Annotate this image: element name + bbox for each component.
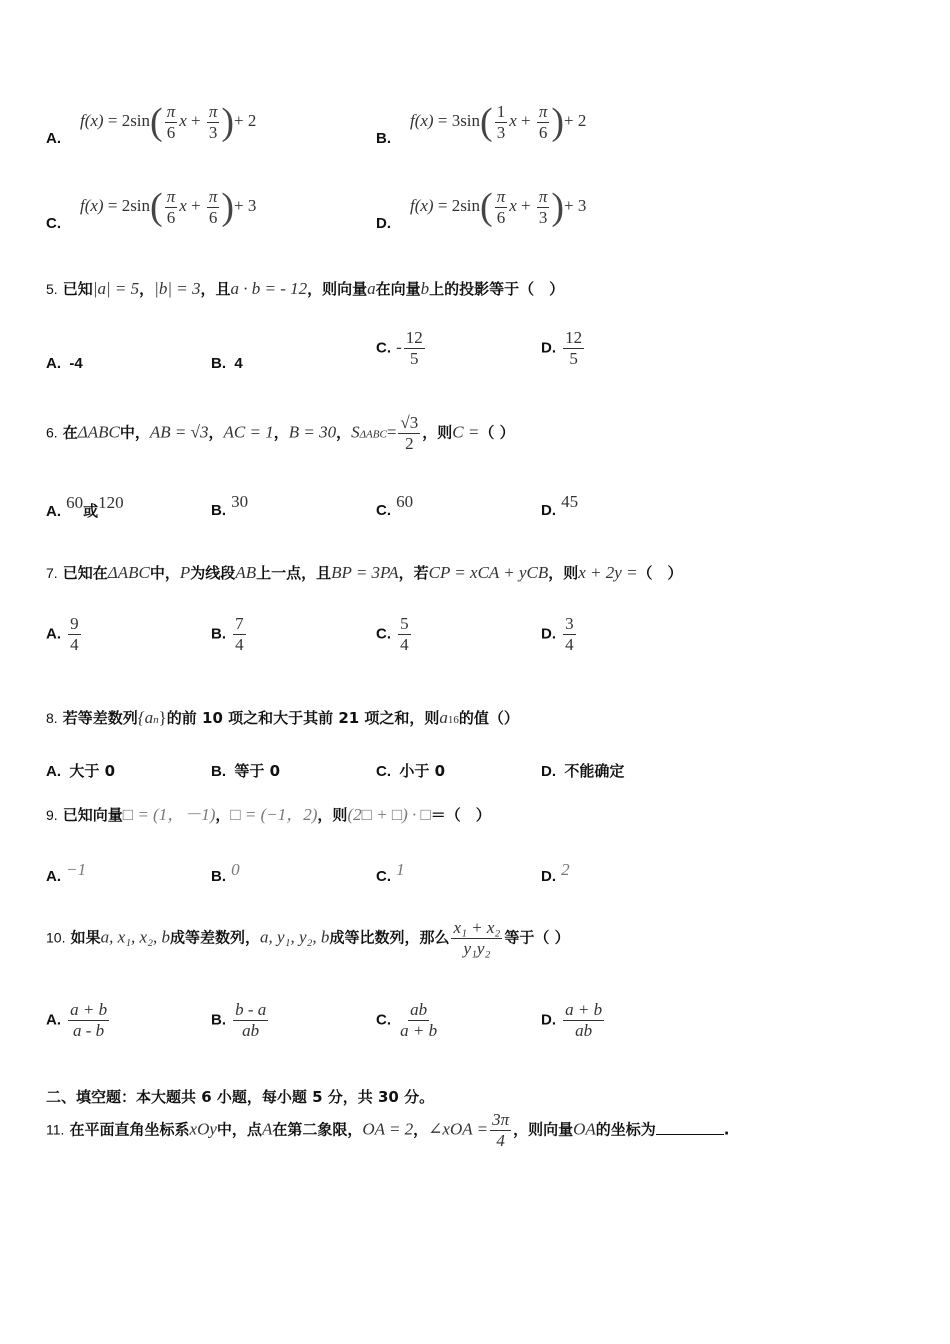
question-number: 9. (46, 807, 58, 823)
q4-option-a[interactable] (46, 98, 61, 147)
question-number: 7. (46, 565, 58, 581)
option-label: C. (46, 215, 61, 232)
q9-stem: 9. 已知向量□ = (1，－1)，□ = (−1，2)，则(2□ + □) · □＝（ ） (46, 805, 491, 824)
q5-stem: 5. 已知|a| = 5，|b| = 3，且a · b = - 12，则向量a在向量b上的投影等于（ ） (46, 279, 565, 298)
option-label: B. (376, 130, 391, 147)
q10-option-d[interactable]: D. $\frac{a + b}{ab}$ (541, 1000, 603, 1040)
q10-option-a[interactable]: A. $\frac{a + b}{a - b}$ (46, 1000, 108, 1040)
q7-option-a[interactable]: A. $\frac{9}{4}$ (46, 614, 79, 654)
question-number: 8. (46, 710, 58, 726)
q10-option-b[interactable]: B. $\frac{b - a}{ab}$ (211, 1000, 267, 1040)
q6-option-b[interactable]: B. 30 (211, 492, 249, 519)
q11-stem: 11. 在平面直角坐标系xOy中，点A在第二象限，OA = 2，∠xOA = $\frac{3\pi}{4}$ ，则向量OA的坐标为 . (46, 1110, 730, 1150)
q4-option-b-formula: f(x) = 3sin( $\frac{1}{3}$ x + $\frac{\pi}{6}$ )+ 2 (410, 101, 587, 143)
section-heading: 二、填空题：本大题共 6 小题，每小题 5 分，共 30 分。 (46, 1088, 435, 1106)
question-number: 5. (46, 281, 58, 297)
q9-option-a[interactable]: A. −1 (46, 860, 87, 885)
q9-option-d[interactable]: D. 2 (541, 860, 570, 885)
q6-option-d[interactable]: D. 45 (541, 492, 579, 519)
option-label: A. (46, 130, 61, 147)
q5-option-b[interactable]: B. 4 (211, 355, 243, 372)
q7-option-c[interactable]: C. $\frac{5}{4}$ (376, 614, 409, 654)
q10-stem: 10. 如果a, x₁, x₂, b成等差数列，a, y₁, y₂, b成等比数列，那么 $\frac{\text{x₁ + x₂}}{\text{y₁y₂}}$ 等于（ ） (46, 918, 570, 958)
q4-option-d[interactable] (376, 183, 391, 232)
q8-option-d[interactable]: D. 不能确定 (541, 762, 625, 780)
q9-option-c[interactable]: C. 1 (376, 860, 405, 885)
q10-option-c[interactable]: C. $\frac{ab}{a + b}$ (376, 1000, 438, 1040)
q7-stem: 7. 已知在ΔABC中，P为线段AB上一点，且BP = 3PA，若CP = xCA + yCB，则x + 2y =（ ） (46, 563, 683, 582)
q4-option-c-formula: f(x) = 2sin( $\frac{\pi}{6}$ x + $\frac{\pi}{6}$ )+ 3 (80, 186, 257, 228)
q4-option-a-formula: f(x) = 2sin( $\frac{\pi}{6}$ x + $\frac{\pi}{3}$ )+ 2 (80, 101, 257, 143)
q4-option-c[interactable] (46, 183, 61, 232)
q8-option-c[interactable]: C. 小于 0 (376, 762, 446, 780)
q5-option-d[interactable]: D. $\frac{12}{5}$ (541, 328, 583, 368)
q7-option-b[interactable]: B. $\frac{7}{4}$ (211, 614, 244, 654)
q4-option-b[interactable] (376, 98, 391, 147)
q6-option-a[interactable]: A. 60或120 (46, 493, 124, 520)
answer-blank[interactable] (656, 1120, 724, 1135)
question-number: 11. (46, 1121, 65, 1138)
q8-option-a[interactable]: A. 大于 0 (46, 762, 116, 780)
q5-option-a[interactable]: A. -4 (46, 355, 83, 372)
question-number: 6. (46, 424, 58, 441)
question-number: 10. (46, 929, 66, 946)
q6-stem: 6. 在ΔABC中，AB = √3，AC = 1，B = 30，SΔABC= $\frac{√3}{2}$ ，则C =（ ） (46, 413, 515, 453)
q9-option-b[interactable]: B. 0 (211, 860, 240, 885)
q7-option-d[interactable]: D. $\frac{3}{4}$ (541, 614, 574, 654)
option-label: D. (376, 215, 391, 232)
q5-option-c[interactable]: C. - $\frac{12}{5}$ (376, 328, 423, 368)
q6-option-c[interactable]: C. 60 (376, 492, 414, 519)
q8-option-b[interactable]: B. 等于 0 (211, 762, 281, 780)
q4-option-d-formula: f(x) = 2sin( $\frac{\pi}{6}$ x + $\frac{\pi}{3}$ )+ 3 (410, 186, 587, 228)
q8-stem: 8. 若等差数列{an}的前 10 项之和大于其前 21 项之和，则a16的值（） (46, 708, 519, 727)
